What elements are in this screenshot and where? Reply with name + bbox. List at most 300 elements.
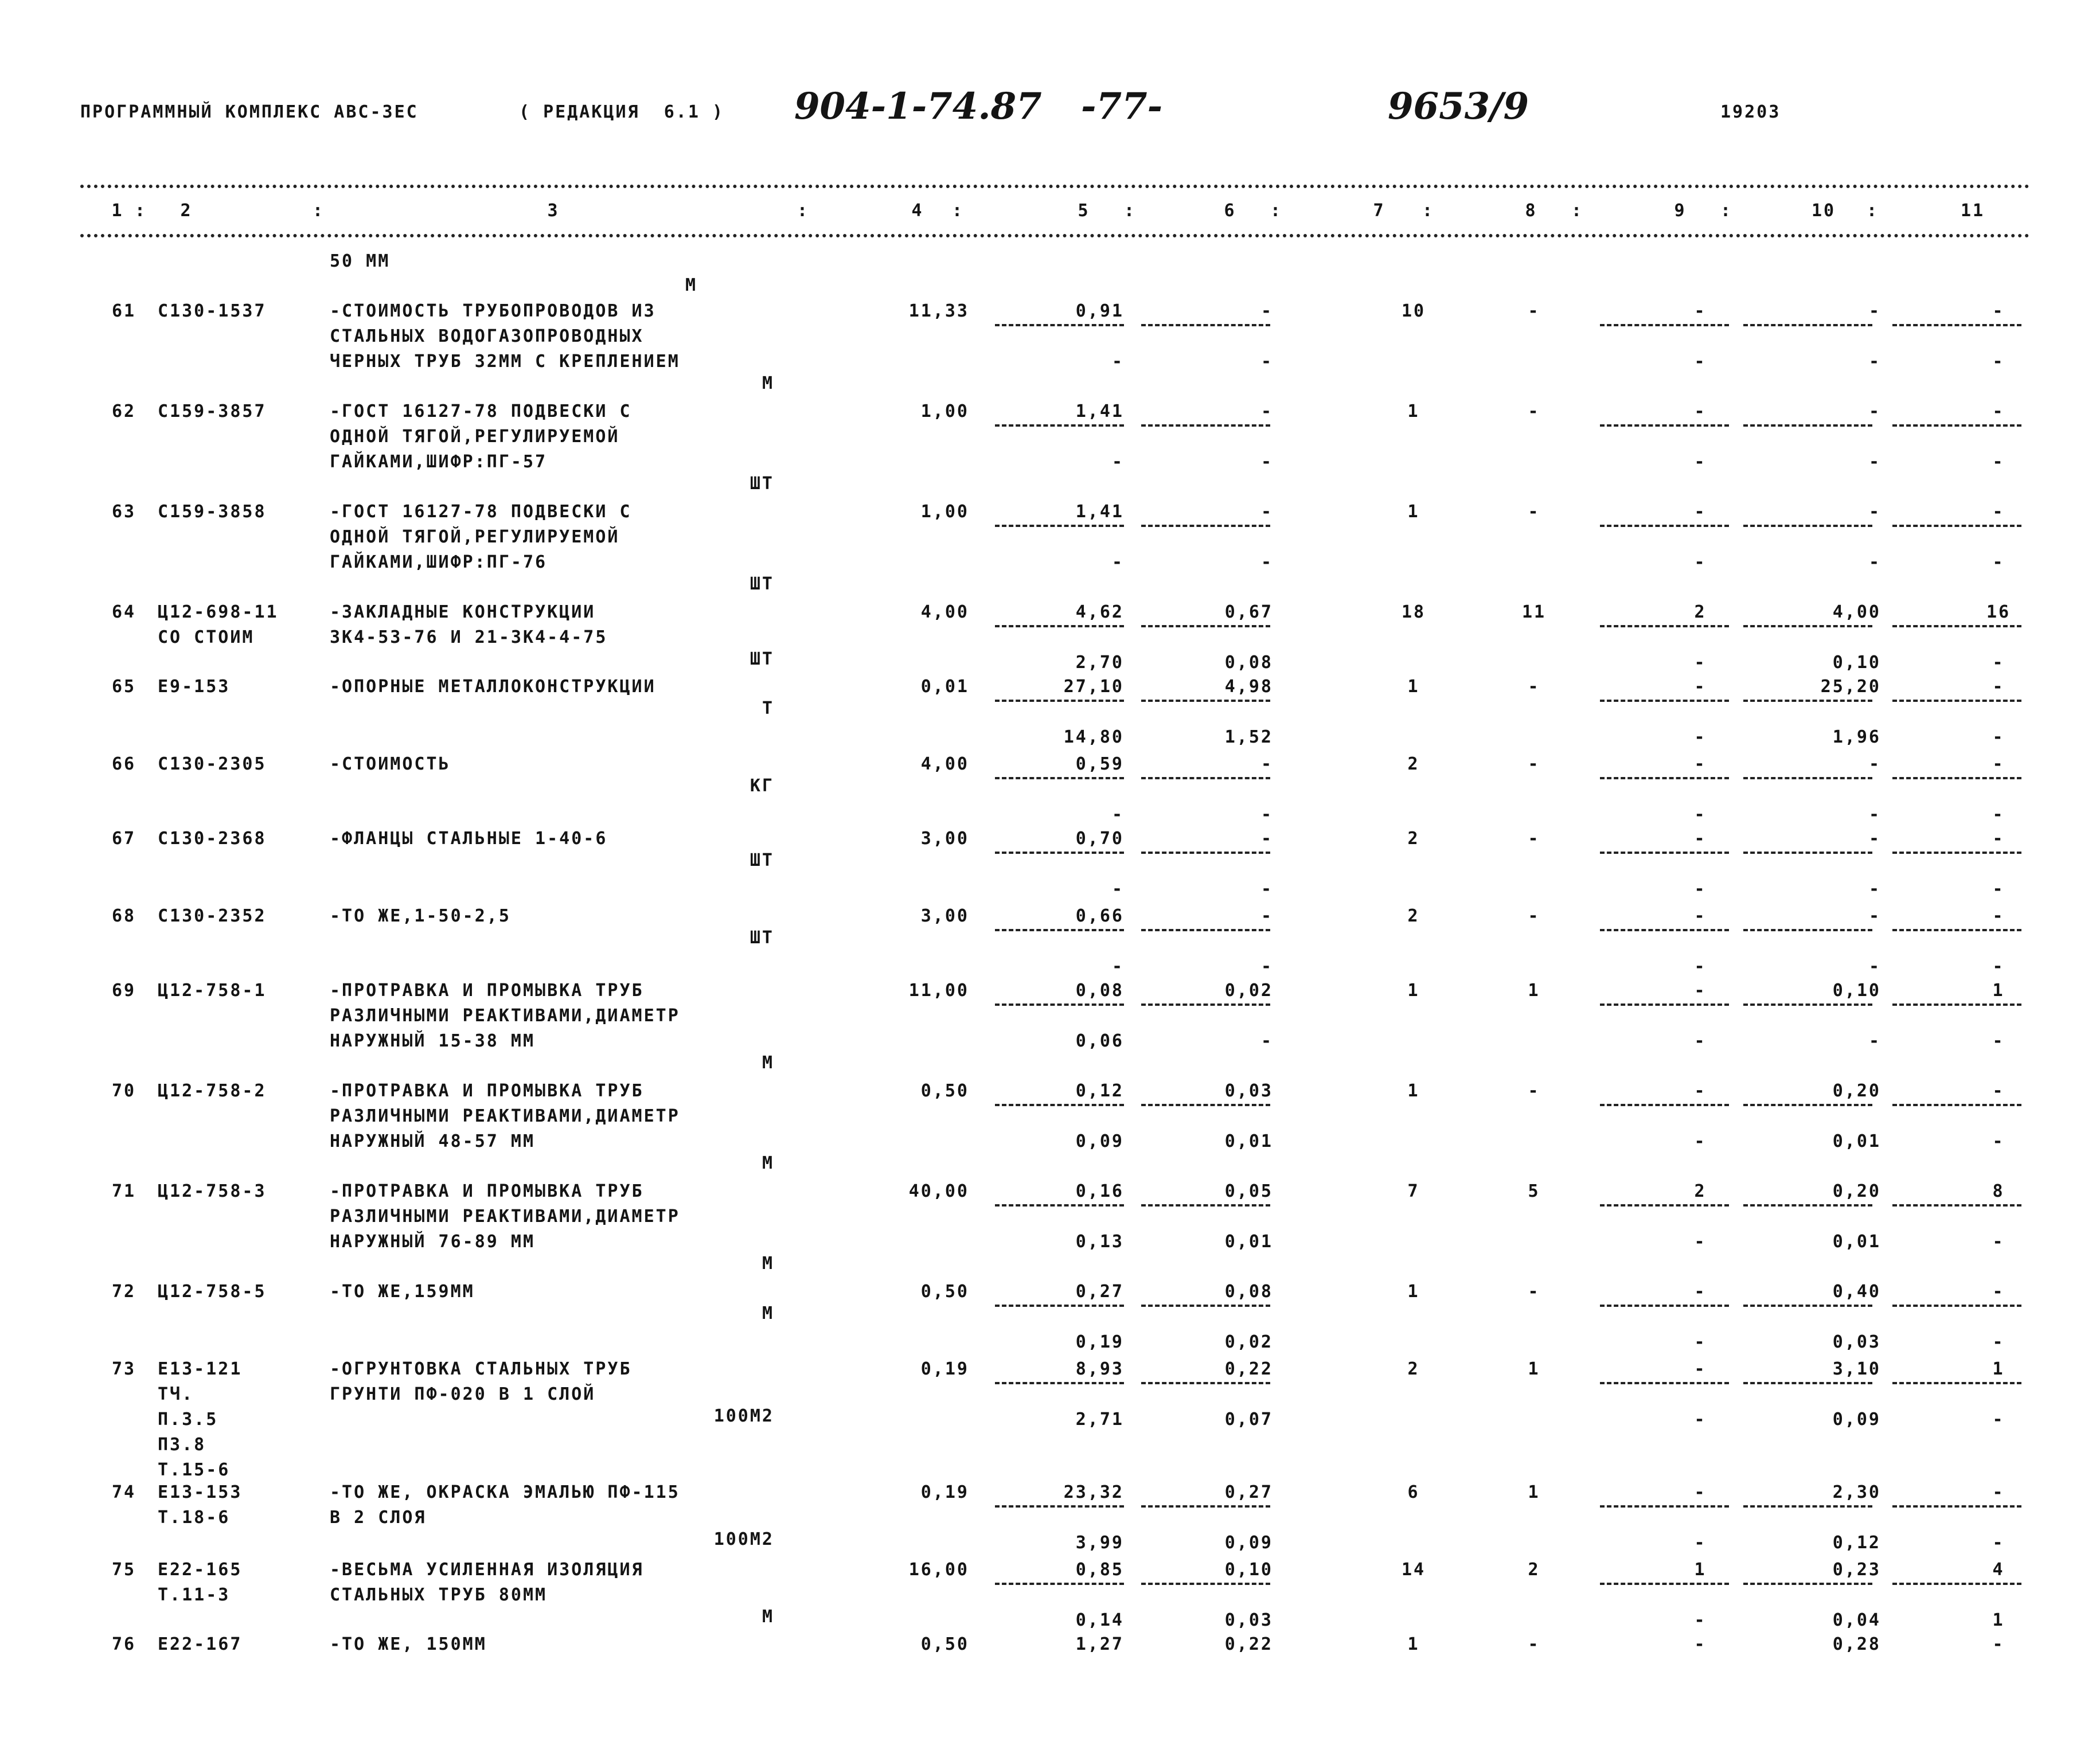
cell-col7: 1 xyxy=(1407,981,1420,1001)
cell-col8: - xyxy=(1528,1282,1540,1302)
cell-col11-sub: - xyxy=(1992,727,2005,747)
cell-col11-sub: - xyxy=(1992,1232,2005,1252)
cell-col9: - xyxy=(1694,401,1707,421)
column-separator: : xyxy=(797,201,810,221)
subtotal-divider xyxy=(995,1004,1124,1006)
cell-col6-sub: 1,52 xyxy=(1224,727,1273,747)
subtotal-divider xyxy=(995,1505,1124,1508)
program-edition: ( РЕДАКЦИЯ 6.1 ) xyxy=(519,102,725,122)
cell-col11: - xyxy=(1992,401,2005,421)
row-number: 74 xyxy=(112,1482,136,1502)
subtotal-divider xyxy=(995,929,1124,931)
subtotal-divider xyxy=(1892,777,2021,779)
cell-col9: - xyxy=(1694,677,1707,697)
cell-col6: - xyxy=(1260,502,1273,522)
row-description: -ГОСТ 16127-78 ПОДВЕСКИ С xyxy=(330,401,632,421)
cell-col9: - xyxy=(1694,754,1707,774)
subtotal-divider xyxy=(1743,324,1872,326)
cell-quantity: 1,00 xyxy=(920,502,969,522)
cell-col6-sub: - xyxy=(1260,956,1273,977)
subtotal-divider xyxy=(995,852,1124,854)
sheet-number: 19203 xyxy=(1720,102,1781,122)
cell-col10-sub: - xyxy=(1868,552,1881,572)
cell-col5: 8,93 xyxy=(1075,1359,1124,1379)
cell-col9: - xyxy=(1694,1634,1707,1654)
row-code: С130-2368 xyxy=(158,829,267,849)
row-description: -ТО ЖЕ, ОКРАСКА ЭМАЛЬЮ ПФ-115 xyxy=(330,1482,680,1502)
cell-quantity: 40,00 xyxy=(908,1181,969,1201)
cell-col5: 0,66 xyxy=(1075,906,1124,926)
row-description: НАРУЖНЫЙ 15-38 ММ xyxy=(330,1031,536,1051)
subtotal-divider xyxy=(1892,625,2021,627)
row-description: ЧЕРНЫХ ТРУБ 32ММ С КРЕПЛЕНИЕМ xyxy=(330,352,680,372)
cell-col10: - xyxy=(1868,829,1881,849)
cell-col8: 1 xyxy=(1528,1359,1540,1379)
cell-col8: - xyxy=(1528,677,1540,697)
row-code: Е22-165 xyxy=(158,1560,243,1580)
cell-col11-sub: - xyxy=(1992,956,2005,977)
subtotal-divider xyxy=(1141,1505,1270,1508)
row-description: ГАЙКАМИ,ШИФР:ПГ-57 xyxy=(330,452,548,472)
row-description: ГРУНТИ ПФ-020 В 1 СЛОЙ xyxy=(330,1384,596,1404)
row-description: -ВЕСЬМА УСИЛЕННАЯ ИЗОЛЯЦИЯ xyxy=(330,1560,644,1580)
cell-col9: - xyxy=(1694,1482,1707,1502)
cell-quantity: 0,50 xyxy=(920,1081,969,1101)
cell-col8: - xyxy=(1528,502,1540,522)
row-number: 76 xyxy=(112,1634,136,1654)
row-unit: Т xyxy=(762,698,774,719)
cell-col10: 0,40 xyxy=(1832,1282,1881,1302)
subtotal-divider xyxy=(1743,852,1872,854)
subtotal-divider xyxy=(1743,1505,1872,1508)
cell-col8: - xyxy=(1528,401,1540,421)
cell-col9: - xyxy=(1694,1081,1707,1101)
subtotal-divider xyxy=(1892,1305,2021,1307)
cell-col11: 1 xyxy=(1992,1359,2005,1379)
subtotal-divider xyxy=(1892,1505,2021,1508)
cell-col5-sub: 0,14 xyxy=(1075,1610,1124,1630)
cell-col6: 0,05 xyxy=(1224,1181,1273,1201)
cell-quantity: 16,00 xyxy=(908,1560,969,1580)
cell-col6: 0,67 xyxy=(1224,602,1273,622)
subtotal-divider xyxy=(1892,525,2021,527)
cell-col10-sub: 1,96 xyxy=(1832,727,1881,747)
cell-col8: - xyxy=(1528,301,1540,321)
row-code: Е13-121 xyxy=(158,1359,243,1379)
row-code: Ц12-758-2 xyxy=(158,1081,267,1101)
row-description: -ПРОТРАВКА И ПРОМЫВКА ТРУБ xyxy=(330,981,644,1001)
cell-col6-sub: 0,02 xyxy=(1224,1332,1273,1352)
cell-col5-sub: 14,80 xyxy=(1063,727,1124,747)
cell-col11-sub: - xyxy=(1992,805,2005,825)
row-description: -ТО ЖЕ,1-50-2,5 xyxy=(330,906,511,926)
row-description: РАЗЛИЧНЫМИ РЕАКТИВАМИ,ДИАМЕТР xyxy=(330,1206,680,1227)
cell-col11-sub: - xyxy=(1992,1131,2005,1151)
page-marker: -77- xyxy=(1081,85,1163,128)
subtotal-divider xyxy=(1600,625,1729,627)
row-number: 72 xyxy=(112,1282,136,1302)
cell-col7: 2 xyxy=(1407,1359,1420,1379)
subtotal-divider xyxy=(1141,1204,1270,1206)
cell-col5: 1,41 xyxy=(1075,502,1124,522)
column-separator: : xyxy=(1867,201,1879,221)
cell-col9-sub: - xyxy=(1694,879,1707,899)
row-description: -ОПОРНЫЕ МЕТАЛЛОКОНСТРУКЦИИ xyxy=(330,677,656,697)
cell-col9: - xyxy=(1694,906,1707,926)
cell-quantity: 1,00 xyxy=(920,401,969,421)
cell-col5-sub: - xyxy=(1111,452,1124,472)
cell-col5-sub: 0,09 xyxy=(1075,1131,1124,1151)
subtotal-divider xyxy=(1892,852,2021,854)
cell-col5: 4,62 xyxy=(1075,602,1124,622)
cell-col9: - xyxy=(1694,829,1707,849)
cell-col6: 0,08 xyxy=(1224,1282,1273,1302)
cell-col11-sub: - xyxy=(1992,452,2005,472)
row-number: 67 xyxy=(112,829,136,849)
subtotal-divider xyxy=(1743,777,1872,779)
cell-col10-sub: 0,10 xyxy=(1832,653,1881,673)
subtotal-divider xyxy=(1141,852,1270,854)
subtotal-divider xyxy=(1600,700,1729,702)
cell-col9: 2 xyxy=(1694,602,1707,622)
cell-col9-sub: - xyxy=(1694,727,1707,747)
row-unit: ШТ xyxy=(750,649,774,669)
cell-col6-sub: 0,09 xyxy=(1224,1533,1273,1553)
subtotal-divider xyxy=(1743,424,1872,427)
cell-col7: 1 xyxy=(1407,1634,1420,1654)
column-separator: : xyxy=(135,201,147,221)
cell-col5-sub: 0,19 xyxy=(1075,1332,1124,1352)
row-description: -СТОИМОСТЬ xyxy=(330,754,451,774)
cell-col11-sub: - xyxy=(1992,1031,2005,1051)
row-number: 63 xyxy=(112,502,136,522)
cell-col5-sub: - xyxy=(1111,956,1124,977)
cell-col9: - xyxy=(1694,301,1707,321)
cell-col11: - xyxy=(1992,1081,2005,1101)
row-description: СТАЛЬНЫХ ТРУБ 80ММ xyxy=(330,1585,548,1605)
cell-col10-sub: 0,09 xyxy=(1832,1409,1881,1430)
row-code: С130-1537 xyxy=(158,301,267,321)
cell-col7: 1 xyxy=(1407,1081,1420,1101)
cell-col6-sub: - xyxy=(1260,352,1273,372)
cell-col10: - xyxy=(1868,906,1881,926)
row-description: -ТО ЖЕ,159ММ xyxy=(330,1282,475,1302)
column-header-8: 8 xyxy=(1525,201,1537,221)
cell-col11-sub: - xyxy=(1992,552,2005,572)
cell-col10: 0,20 xyxy=(1832,1181,1881,1201)
column-separator: : xyxy=(1124,201,1137,221)
subtotal-divider xyxy=(1743,1004,1872,1006)
cell-col11: 16 xyxy=(1986,602,2011,622)
cell-col7: 18 xyxy=(1401,602,1426,622)
cell-col10: - xyxy=(1868,401,1881,421)
subtotal-divider xyxy=(1141,1382,1270,1384)
subtotal-divider xyxy=(1141,1104,1270,1106)
row-description: ОДНОЙ ТЯГОЙ,РЕГУЛИРУЕМОЙ xyxy=(330,427,620,447)
row-unit: 100М2 xyxy=(713,1529,774,1549)
cell-col10-sub: - xyxy=(1868,1031,1881,1051)
row-unit: 100М2 xyxy=(713,1406,774,1426)
cell-col5-sub: - xyxy=(1111,352,1124,372)
subtotal-divider xyxy=(1600,1204,1729,1206)
cell-col5-sub: 3,99 xyxy=(1075,1533,1124,1553)
subtotal-divider xyxy=(1600,929,1729,931)
subtotal-divider xyxy=(995,777,1124,779)
row-code: П.3.5 xyxy=(158,1409,218,1430)
cell-col6-sub: 0,01 xyxy=(1224,1131,1273,1151)
cell-col6-sub: 0,01 xyxy=(1224,1232,1273,1252)
cell-col6-sub: - xyxy=(1260,879,1273,899)
subtotal-divider xyxy=(1600,1305,1729,1307)
row-number: 61 xyxy=(112,301,136,321)
subtotal-divider xyxy=(1743,1305,1872,1307)
row-code: СО СТОИМ xyxy=(158,627,255,647)
subtotal-divider xyxy=(1600,852,1729,854)
cell-col11: - xyxy=(1992,1282,2005,1302)
column-separator: : xyxy=(1422,201,1435,221)
row-unit: М xyxy=(762,1303,774,1323)
subtotal-divider xyxy=(1600,1104,1729,1106)
column-header-6: 6 xyxy=(1224,201,1236,221)
row-description: -ГОСТ 16127-78 ПОДВЕСКИ С xyxy=(330,502,632,522)
cell-col5: 0,91 xyxy=(1075,301,1124,321)
row-unit: ШТ xyxy=(750,574,774,594)
cell-col9: - xyxy=(1694,502,1707,522)
row-description: ОДНОЙ ТЯГОЙ,РЕГУЛИРУЕМОЙ xyxy=(330,527,620,547)
row-description: РАЗЛИЧНЫМИ РЕАКТИВАМИ,ДИАМЕТР xyxy=(330,1106,680,1126)
cell-col9: - xyxy=(1694,1359,1707,1379)
subtotal-divider xyxy=(1141,324,1270,326)
row-description: РАЗЛИЧНЫМИ РЕАКТИВАМИ,ДИАМЕТР xyxy=(330,1006,680,1026)
cell-col10: - xyxy=(1868,301,1881,321)
column-header-10: 10 xyxy=(1811,201,1836,221)
cell-col5-sub: - xyxy=(1111,879,1124,899)
row-code: Т.15-6 xyxy=(158,1460,231,1480)
cell-col9-sub: - xyxy=(1694,1533,1707,1553)
subtotal-divider xyxy=(1600,777,1729,779)
row-description: -ПРОТРАВКА И ПРОМЫВКА ТРУБ xyxy=(330,1081,644,1101)
subtotal-divider xyxy=(1892,929,2021,931)
subtotal-divider xyxy=(1141,777,1270,779)
cell-quantity: 0,19 xyxy=(920,1359,969,1379)
header-top-rule xyxy=(80,185,2030,188)
cell-col5: 27,10 xyxy=(1063,677,1124,697)
row-number: 69 xyxy=(112,981,136,1001)
row-description: -ФЛАНЦЫ СТАЛЬНЫЕ 1-40-6 xyxy=(330,829,608,849)
cell-col10-sub: - xyxy=(1868,879,1881,899)
cell-col7: 7 xyxy=(1407,1181,1420,1201)
cell-col10-sub: 0,03 xyxy=(1832,1332,1881,1352)
cell-col7: 1 xyxy=(1407,1282,1420,1302)
cell-col11-sub: 1 xyxy=(1992,1610,2005,1630)
subtotal-divider xyxy=(1892,1204,2021,1206)
row-code: Ц12-758-1 xyxy=(158,981,267,1001)
cell-col10-sub: - xyxy=(1868,352,1881,372)
cell-col5-sub: 0,13 xyxy=(1075,1232,1124,1252)
subtotal-divider xyxy=(1892,1382,2021,1384)
cell-col6-sub: - xyxy=(1260,552,1273,572)
continuation-unit: М xyxy=(685,275,698,295)
subtotal-divider xyxy=(995,1305,1124,1307)
cell-col11: - xyxy=(1992,677,2005,697)
cell-quantity: 11,33 xyxy=(908,301,969,321)
row-number: 66 xyxy=(112,754,136,774)
row-number: 68 xyxy=(112,906,136,926)
cell-col5: 0,27 xyxy=(1075,1282,1124,1302)
subtotal-divider xyxy=(1600,1505,1729,1508)
cell-col9-sub: - xyxy=(1694,1610,1707,1630)
subtotal-divider xyxy=(1141,1583,1270,1585)
cell-quantity: 3,00 xyxy=(920,829,969,849)
cell-col10: 0,23 xyxy=(1832,1560,1881,1580)
handwritten-ref: 9653/9 xyxy=(1388,85,1529,128)
row-unit: ШТ xyxy=(750,928,774,948)
cell-col11-sub: - xyxy=(1992,879,2005,899)
cell-col11-sub: - xyxy=(1992,1409,2005,1430)
subtotal-divider xyxy=(1600,1382,1729,1384)
subtotal-divider xyxy=(995,1583,1124,1585)
subtotal-divider xyxy=(1141,1004,1270,1006)
row-code: ТЧ. xyxy=(158,1384,194,1404)
cell-col10: 25,20 xyxy=(1820,677,1881,697)
cell-col6-sub: 0,08 xyxy=(1224,653,1273,673)
subtotal-divider xyxy=(995,1382,1124,1384)
cell-col11: - xyxy=(1992,906,2005,926)
cell-col7: 10 xyxy=(1401,301,1426,321)
row-code: Т.11-3 xyxy=(158,1585,231,1605)
cell-col8: - xyxy=(1528,754,1540,774)
row-description: НАРУЖНЫЙ 76-89 ММ xyxy=(330,1232,536,1252)
cell-col9-sub: - xyxy=(1694,1409,1707,1430)
cell-col8: 1 xyxy=(1528,981,1540,1001)
row-code: Е22-167 xyxy=(158,1634,243,1654)
cell-col5-sub: 2,71 xyxy=(1075,1409,1124,1430)
subtotal-divider xyxy=(995,625,1124,627)
cell-col6: - xyxy=(1260,754,1273,774)
cell-col8: - xyxy=(1528,1634,1540,1654)
subtotal-divider xyxy=(1600,1004,1729,1006)
cell-col5: 0,85 xyxy=(1075,1560,1124,1580)
cell-col7: 6 xyxy=(1407,1482,1420,1502)
cell-col9-sub: - xyxy=(1694,352,1707,372)
cell-col5: 1,27 xyxy=(1075,1634,1124,1654)
cell-col10: 4,00 xyxy=(1832,602,1881,622)
subtotal-divider xyxy=(1600,1583,1729,1585)
row-code: С130-2352 xyxy=(158,906,267,926)
subtotal-divider xyxy=(1141,424,1270,427)
cell-col6: 0,22 xyxy=(1224,1359,1273,1379)
cell-col8: - xyxy=(1528,906,1540,926)
cell-col11: - xyxy=(1992,754,2005,774)
subtotal-divider xyxy=(1141,1305,1270,1307)
row-code: С159-3858 xyxy=(158,502,267,522)
cell-col7: 1 xyxy=(1407,502,1420,522)
row-number: 75 xyxy=(112,1560,136,1580)
row-code: Ц12-758-3 xyxy=(158,1181,267,1201)
subtotal-divider xyxy=(1892,1583,2021,1585)
subtotal-divider xyxy=(1892,1104,2021,1106)
subtotal-divider xyxy=(1600,424,1729,427)
cell-col8: 11 xyxy=(1521,602,1547,622)
cell-col9-sub: - xyxy=(1694,552,1707,572)
row-number: 73 xyxy=(112,1359,136,1379)
row-number: 65 xyxy=(112,677,136,697)
cell-col8: 1 xyxy=(1528,1482,1540,1502)
subtotal-divider xyxy=(1743,1382,1872,1384)
row-description: ЗК4-53-76 И 21-ЗК4-4-75 xyxy=(330,627,608,647)
row-number: 64 xyxy=(112,602,136,622)
subtotal-divider xyxy=(1743,1204,1872,1206)
cell-col11: 8 xyxy=(1992,1181,2005,1201)
column-header-7: 7 xyxy=(1373,201,1385,221)
subtotal-divider xyxy=(1743,1583,1872,1585)
column-separator: : xyxy=(1270,201,1283,221)
row-description: НАРУЖНЫЙ 48-57 ММ xyxy=(330,1131,536,1151)
cell-col10: 0,28 xyxy=(1832,1634,1881,1654)
subtotal-divider xyxy=(1141,929,1270,931)
row-unit: М xyxy=(762,1153,774,1173)
header-bottom-rule xyxy=(80,234,2030,237)
column-header-11: 11 xyxy=(1960,201,1985,221)
cell-col11-sub: - xyxy=(1992,352,2005,372)
subtotal-divider xyxy=(1743,1104,1872,1106)
subtotal-divider xyxy=(995,1104,1124,1106)
row-code: Ц12-698-11 xyxy=(158,602,279,622)
cell-col8: - xyxy=(1528,1081,1540,1101)
cell-col11: - xyxy=(1992,829,2005,849)
row-code: ПЗ.8 xyxy=(158,1435,206,1455)
continuation-text: 50 ММ xyxy=(330,251,391,271)
cell-col9-sub: - xyxy=(1694,1332,1707,1352)
column-header-5: 5 xyxy=(1078,201,1090,221)
cell-quantity: 0,50 xyxy=(920,1282,969,1302)
column-separator: : xyxy=(313,201,325,221)
cell-col10: 0,10 xyxy=(1832,981,1881,1001)
cell-col10: - xyxy=(1868,502,1881,522)
cell-col10-sub: 0,01 xyxy=(1832,1232,1881,1252)
cell-col7: 1 xyxy=(1407,401,1420,421)
column-header-9: 9 xyxy=(1674,201,1687,221)
column-header-1: 1 xyxy=(111,201,124,221)
cell-col6: 0,22 xyxy=(1224,1634,1273,1654)
row-description: В 2 СЛОЯ xyxy=(330,1508,427,1528)
cell-col7: 2 xyxy=(1407,754,1420,774)
cell-col6: - xyxy=(1260,401,1273,421)
cell-col6-sub: 0,03 xyxy=(1224,1610,1273,1630)
cell-col10: 0,20 xyxy=(1832,1081,1881,1101)
row-description: -СТОИМОСТЬ ТРУБОПРОВОДОВ ИЗ xyxy=(330,301,656,321)
row-description: -ТО ЖЕ, 150ММ xyxy=(330,1634,487,1654)
handwritten-code: 904-1-74.87 xyxy=(794,85,1042,128)
column-separator: : xyxy=(1720,201,1733,221)
cell-col9-sub: - xyxy=(1694,805,1707,825)
cell-quantity: 0,50 xyxy=(920,1634,969,1654)
cell-col8: 2 xyxy=(1528,1560,1540,1580)
cell-col5: 0,08 xyxy=(1075,981,1124,1001)
subtotal-divider xyxy=(1743,525,1872,527)
cell-col10-sub: - xyxy=(1868,956,1881,977)
cell-quantity: 0,19 xyxy=(920,1482,969,1502)
cell-col7: 2 xyxy=(1407,906,1420,926)
cell-col10-sub: - xyxy=(1868,452,1881,472)
cell-col11: 4 xyxy=(1992,1560,2005,1580)
column-separator: : xyxy=(1571,201,1584,221)
cell-quantity: 4,00 xyxy=(920,602,969,622)
cell-col9-sub: - xyxy=(1694,956,1707,977)
subtotal-divider xyxy=(1892,700,2021,702)
row-unit: ШТ xyxy=(750,850,774,870)
cell-col11: - xyxy=(1992,1634,2005,1654)
